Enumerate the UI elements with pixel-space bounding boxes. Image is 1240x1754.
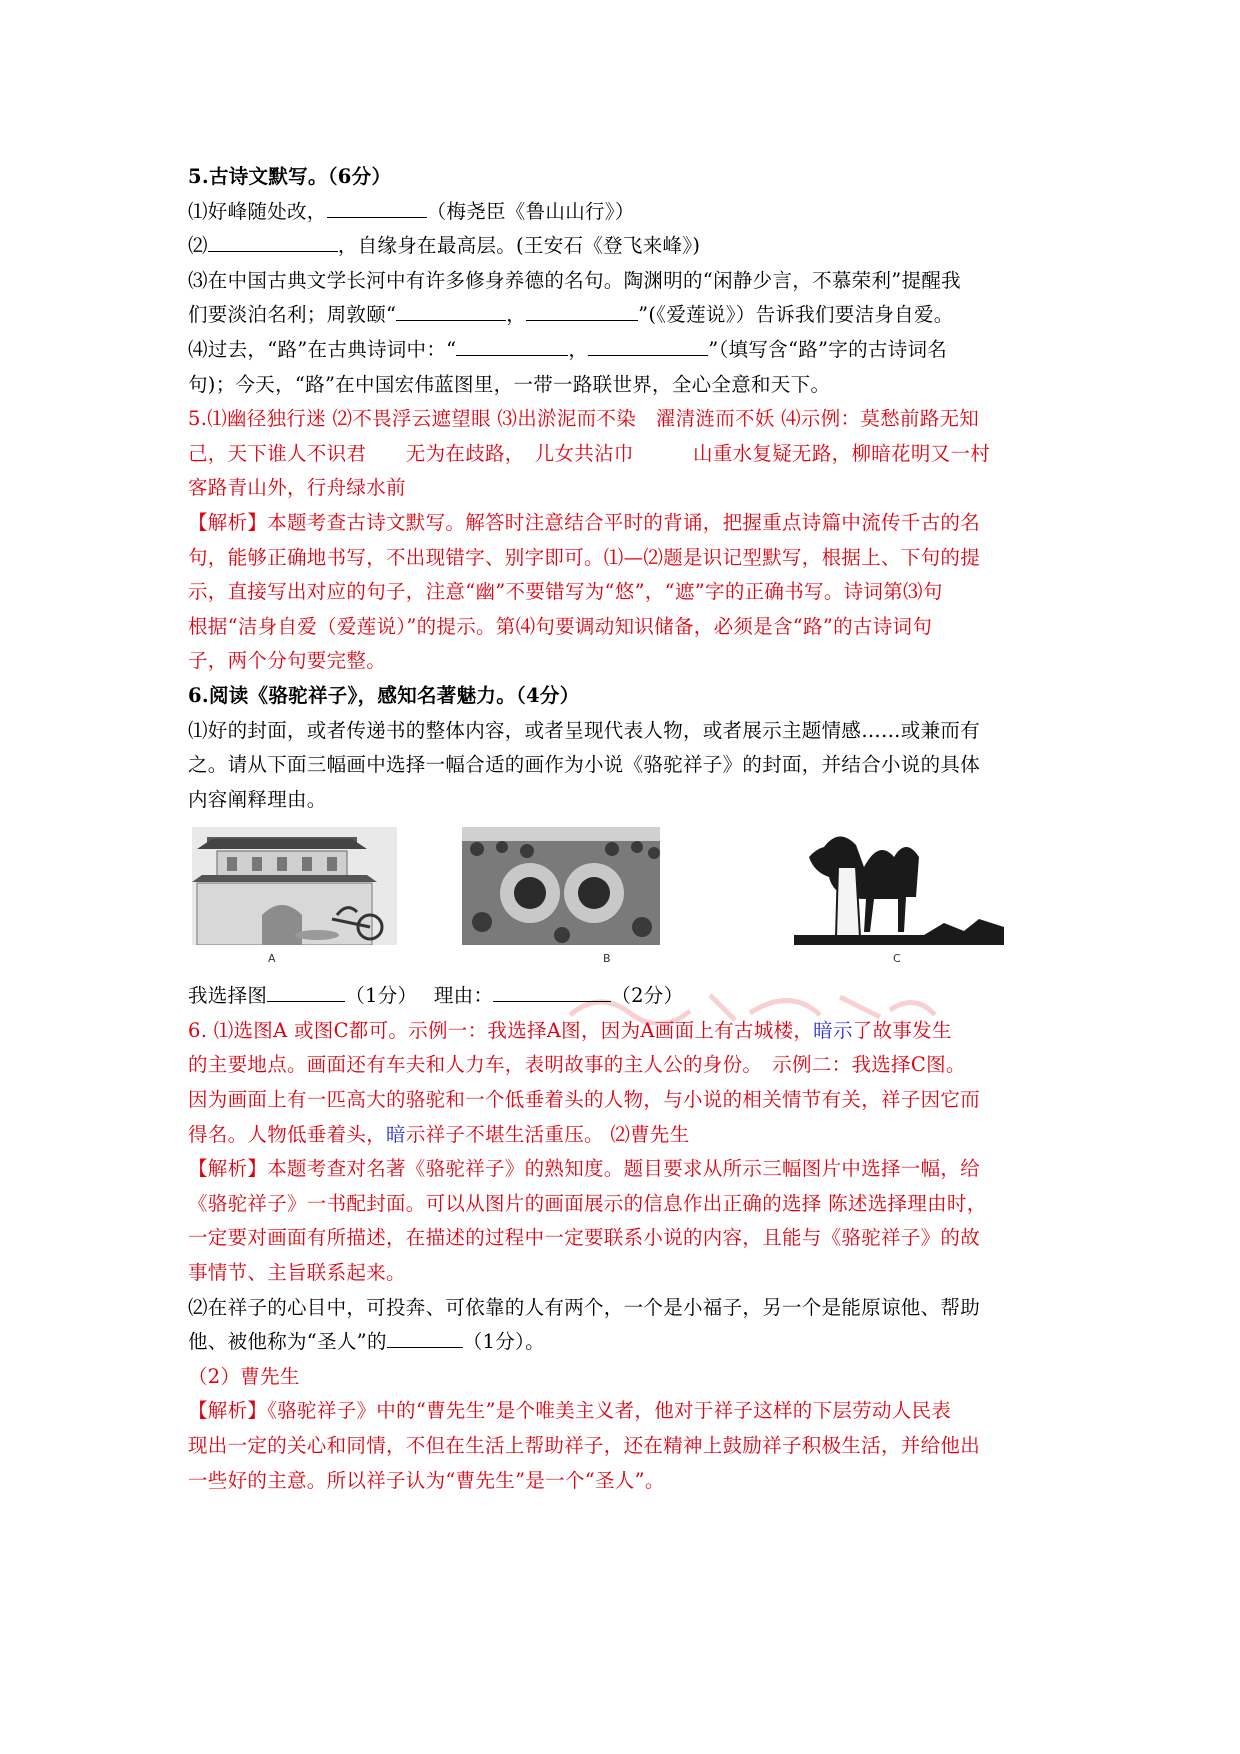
question-5-item-3-line-2: 们要淡泊名利；周敦颐“ ， ”(《爱莲说》）告诉我们要洁身自爱。 (188, 298, 1058, 333)
analysis-6-part-2-line-3: 一些好的主意。所以祥子认为“曹先生”是一个“圣人”。 (188, 1468, 665, 1492)
question-5-item-3-line-1: ⑶在中国古典文学长河中有许多修身养德的名句。陶渊明的“闲静少言，不慕荣利”提醒我 (188, 268, 961, 292)
answer-blank[interactable] (387, 1325, 463, 1348)
analysis-6-part-2-line-1: 【解析】《骆驼祥子》中的“曹先生”是个唯美主义者，他对于祥子这样的下层劳动人民表 (188, 1399, 952, 1423)
image-label-b: B (603, 952, 611, 966)
answer-6-part-2: （2）曹先生 (188, 1364, 300, 1388)
question-6-line-1: ⑴好的封面，或者传递书的整体内容，或者呈现代表人物，或者展示主题情感……或兼而有 (188, 718, 981, 742)
question-5-item-4-line-2: 句)；今天，“路”在中国宏伟蓝图里，一带一路联世界，全心全意和天下。 (188, 372, 831, 396)
analysis-5-line-4: 根据“洁身自爱（爱莲说）”的提示。第⑷句要调动知识储备，必须是含“路”的古诗词句 (188, 614, 933, 638)
answer-5-line-1: 5.⑴幽径独行迷 ⑵不畏浮云遮望眼 ⑶出淤泥而不染 濯清涟而不妖 ⑷示例：莫愁前路无知 (188, 407, 980, 431)
analysis-6-line-2: 《骆驼祥子》一书配封面。可以从图片的画面展示的信息作出正确的选择 陈述选择理由时， (188, 1191, 987, 1215)
analysis-6-line-4: 事情节、主旨联系起来。 (188, 1261, 406, 1285)
image-label-a: A (268, 952, 276, 966)
analysis-6-line-3: 一定要对画面有所描述，在描述的过程中一定要联系小说的内容，且能与《骆驼祥子》的故 (188, 1226, 981, 1250)
answer-blank[interactable] (493, 979, 611, 1002)
answer-6-line-3: 因为画面上有一匹高大的骆驼和一个低垂着头的人物，与小说的相关情节有关，祥子因它而 (188, 1088, 981, 1112)
analysis-6-line-1: 【解析】本题考查对名著《骆驼祥子》的熟知度。题目要求从所示三幅图片中选择一幅，给 (188, 1157, 981, 1181)
question-6-part-2-line-1: ⑵在祥子的心目中，可投奔、可依靠的人有两个，一个是小福子，另一个是能原谅他、帮助 (188, 1295, 981, 1319)
answer-blank[interactable] (526, 298, 638, 321)
answer-blank[interactable] (588, 333, 708, 356)
sunflowers-image (462, 827, 660, 945)
answer-5-line-3: 客路青山外，行舟绿水前 (188, 476, 406, 500)
answer-5-line-2: 己，天下谁人不识君 无为在歧路， 儿女共沾巾 山重水复疑无路，柳暗花明又一村 (188, 441, 991, 465)
question-5-item-4-line-1: ⑷过去，“路”在古典诗词中：“ ， ”（填写含“路”字的古诗词名 (188, 333, 1058, 368)
answer-blank[interactable] (396, 298, 506, 321)
answer-6-line-4: 得名。人物低垂着头，暗示祥子不堪生活重压。 ⑵曹先生 (188, 1122, 690, 1146)
answer-6-line-1: 6. ⑴选图A 或图C都可。示例一：我选择A图，因为A画面上有古城楼，暗示了故事发生 (188, 1018, 952, 1042)
question-6-part-2-line-2: 他、被他称为“圣人”的 （1分）。 (188, 1325, 1058, 1360)
question-5-item-2: ⑵ ，自缘身在最高层。(王安石《登飞来峰》) (188, 229, 1058, 264)
analysis-5-line-5: 子，两个分句要完整。 (188, 649, 387, 673)
analysis-5-line-1: 【解析】本题考查古诗文默写。解答时注意结合平时的背诵，把握重点诗篇中流传千古的名 (188, 510, 981, 534)
answer-blank[interactable] (267, 979, 345, 1002)
answer-blank[interactable] (327, 195, 427, 218)
image-label-c: C (893, 952, 901, 966)
analysis-5-line-2: 句，能够正确地书写，不出现错字、别字即可。⑴—⑵题是识记型默写，根据上、下句的提 (188, 545, 981, 569)
city-gate-rickshaw-image (192, 827, 397, 945)
cover-images-row (188, 827, 1058, 977)
analysis-6-part-2-line-2: 现出一定的关心和同情，不但在生活上帮助祥子，还在精神上鼓励祥子积极生活，并给他出 (188, 1434, 981, 1457)
document-content (188, 160, 1058, 1498)
analysis-5-line-3: 示，直接写出对应的句子，注意“幽”不要错写为“悠”，“遮”字的正确书写。诗词第⑶句 (188, 580, 943, 604)
question-6-line-2: 之。请从下面三幅画中选择一幅合适的画作为小说《骆驼祥子》的封面，并结合小说的具体 (188, 753, 981, 777)
question-6-choose-line: 我选择图 （1分） 理由： （2分） (188, 979, 1058, 1014)
question-6-line-3: 内容阐释理由。 (188, 787, 327, 811)
camel-silhouette-image (794, 827, 1004, 945)
question-5-item-1: ⑴好峰随处改， （梅尧臣《鲁山山行》） (188, 195, 1058, 230)
answer-blank[interactable] (456, 333, 568, 356)
question-6-title: 6.阅读《骆驼祥子》，感知名著魅力。（4分） (188, 683, 580, 707)
answer-6-line-2: 的主要地点。画面还有车夫和人力车，表明故事的主人公的身份。 示例二：我选择C图。 (188, 1053, 966, 1077)
question-5-title: 5.古诗文默写。（6分） (188, 165, 392, 188)
answer-blank[interactable] (208, 229, 338, 252)
